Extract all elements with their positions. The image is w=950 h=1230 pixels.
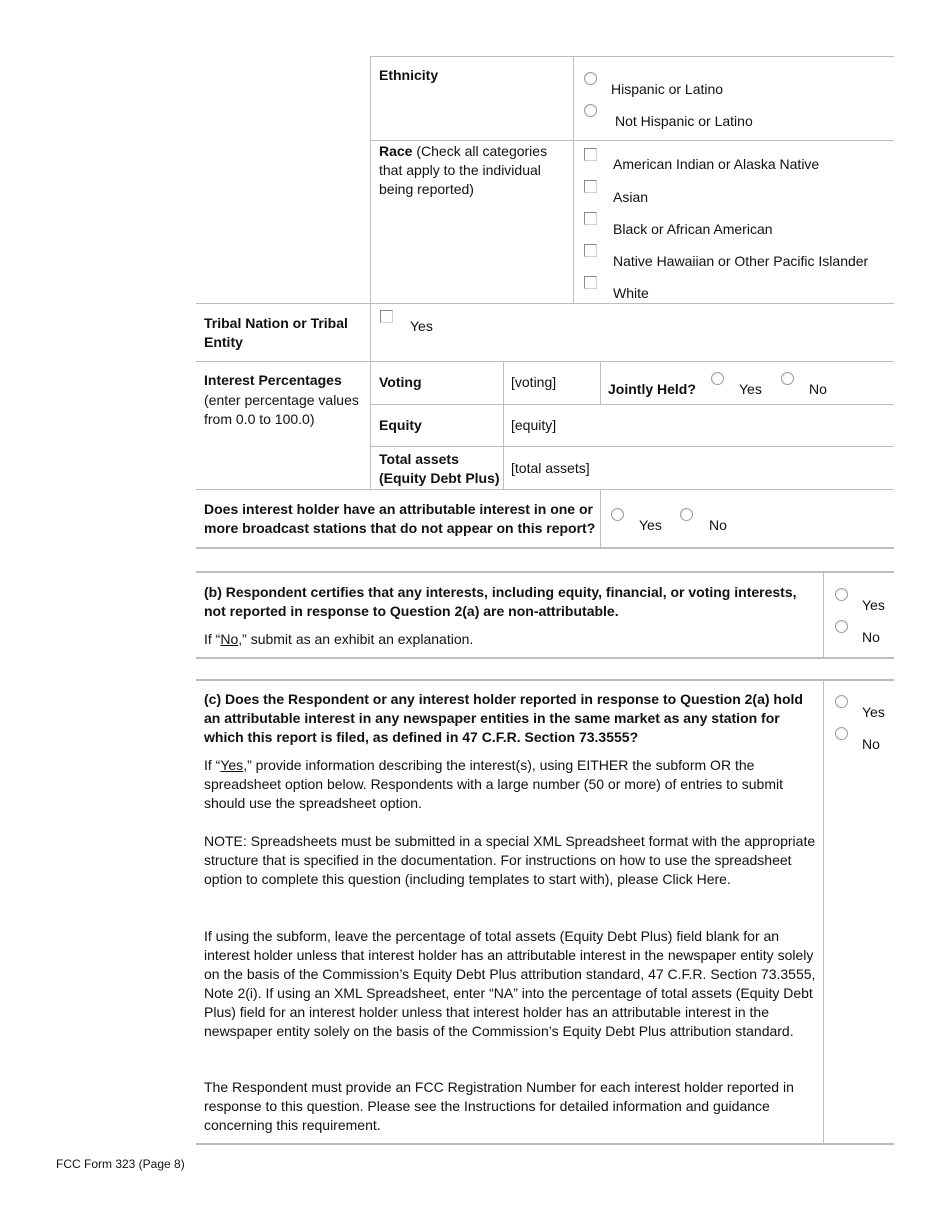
ethnicity-divider <box>573 56 574 304</box>
race-option-pacific-islander: Native Hawaiian or Other Pacific Islander <box>613 253 869 269</box>
race-american-indian-checkbox[interactable] <box>584 148 597 161</box>
section-c-p1-yes: Yes <box>220 757 244 773</box>
race-pacific-islander-checkbox[interactable] <box>584 244 597 257</box>
section-b-no-label: No <box>862 629 880 645</box>
section-c-bottom-border <box>196 1143 894 1145</box>
section-c-no-label: No <box>862 736 880 752</box>
section-c-divider <box>823 679 824 1144</box>
interest-stations-divider <box>196 489 894 490</box>
ethnicity-race-divider <box>370 140 894 141</box>
section-b-bottom-border <box>196 657 894 659</box>
interest-value-divider <box>503 361 504 490</box>
section-c-no-radio[interactable] <box>835 727 848 740</box>
interest-label: Interest Percentages <box>204 372 342 388</box>
race-label-rest: (Check all categories that apply to the individual being reported) <box>379 143 548 197</box>
total-assets-label: Total assets (Equity Debt Plus) <box>379 451 500 486</box>
total-assets-field[interactable]: [total assets] <box>511 460 590 476</box>
race-option-american-indian: American Indian or Alaska Native <box>613 156 820 172</box>
voting-equity-divider <box>370 404 894 405</box>
not-hispanic-option-label: Not Hispanic or Latino <box>615 113 753 129</box>
page-footer: FCC Form 323 (Page 8) <box>56 1157 185 1171</box>
other-stations-yes-radio[interactable] <box>611 508 624 521</box>
jointly-yes-label: Yes <box>739 381 762 397</box>
not-hispanic-radio[interactable] <box>584 104 597 117</box>
section-b-divider <box>823 571 824 658</box>
voting-field[interactable]: [voting] <box>511 374 557 390</box>
section-c-yes-label: Yes <box>862 704 885 720</box>
section-c-paragraph-4: The Respondent must provide an FCC Registration Number for each interest holder reported in response to this question. Please see the Instructions for detailed information and guidance concerning this requirement. <box>204 1079 794 1133</box>
section-c-p1-prefix: If “ <box>204 757 221 773</box>
jointly-yes-radio[interactable] <box>711 372 724 385</box>
section-b-question: (b) Respondent certifies that any interests, including equity, financial, or voting interests, not reported in response to Question 2(a) are non-attributable. <box>204 584 797 619</box>
race-option-asian: Asian <box>613 189 649 205</box>
hispanic-option-label: Hispanic or Latino <box>611 81 724 97</box>
jointly-divider <box>600 361 601 404</box>
section-b-note-suffix: ,” submit as an exhibit an explanation. <box>238 631 474 647</box>
race-label <box>379 142 564 199</box>
stations-bottom-border <box>196 547 894 549</box>
section-c-paragraph-2: NOTE: Spreadsheets must be submitted in a special XML Spreadsheet format with the appropriate structure that is specified in the documentation. For instructions on how to use the spreadsheet option to complete this question (including templates to start with), please Click Here. <box>204 833 816 887</box>
section-b-note-no: No <box>220 631 239 647</box>
other-stations-no-radio[interactable] <box>680 508 693 521</box>
section-c-paragraph-1 <box>204 756 818 813</box>
race-asian-checkbox[interactable] <box>584 180 597 193</box>
equity-total-divider <box>370 446 894 447</box>
section-b-note-prefix: If “ <box>204 631 221 647</box>
race-white-checkbox[interactable] <box>584 276 597 289</box>
other-stations-question: Does interest holder have an attributable interest in one or more broadcast stations that do not appear on this report? <box>204 501 596 536</box>
ethnicity-label: Ethnicity <box>379 67 439 83</box>
race-tribal-divider <box>196 303 894 304</box>
voting-label: Voting <box>379 374 422 390</box>
tribal-yes-checkbox[interactable] <box>380 310 393 323</box>
stations-divider <box>600 489 601 548</box>
section-c-paragraph-3: If using the subform, leave the percentage of total assets (Equity Debt Plus) field blank for an interest holder unless that interest holder has an attributable interest in the newspaper entity solely on the basis of the Commission’s Equity Debt Plus attribution standard, 47 C.F.R. Section 73.3555, Note 2(i). If using an XML Spreadsheet, enter “NA” into the percentage of total assets (Equity Debt Plus) field for an interest holder unless that interest holder has an attributable interest in the newspaper entity solely on the basis of the Commission’s Equity Debt Plus attribution standard. <box>204 928 816 1039</box>
interest-hint: (enter percentage values from 0.0 to 100.0) <box>204 392 359 427</box>
race-label-bold: Race <box>379 143 413 159</box>
section-b-no-radio[interactable] <box>835 620 848 633</box>
other-stations-yes-label: Yes <box>639 517 662 533</box>
race-option-white: White <box>613 285 649 301</box>
hispanic-radio[interactable] <box>584 72 597 85</box>
section-c-question: (c) Does the Respondent or any interest holder reported in response to Question 2(a) hold an attributable interest in any newspaper entities in the same market as any station for which this report is filed, as defined in 47 C.F.R. Section 73.3555? <box>204 691 803 745</box>
tribal-interest-divider <box>196 361 894 362</box>
section-b-yes-radio[interactable] <box>835 588 848 601</box>
section-b-note <box>204 631 473 647</box>
section-c-yes-radio[interactable] <box>835 695 848 708</box>
left-column-divider <box>370 303 371 490</box>
tribal-label: Tribal Nation or Tribal Entity <box>204 315 348 350</box>
ethnicity-left-border <box>370 56 371 304</box>
jointly-no-label: No <box>809 381 827 397</box>
section-b-top-border <box>196 571 894 573</box>
section-c-top-border <box>196 679 894 681</box>
table-top-border <box>370 56 894 57</box>
jointly-held-label: Jointly Held? <box>608 381 696 397</box>
race-black-checkbox[interactable] <box>584 212 597 225</box>
section-b-yes-label: Yes <box>862 597 885 613</box>
section-c-p1-suffix: ,” provide information describing the interest(s), using EITHER the subform OR the spreadsheet option below. Respondents with a large number (50 or more) of entries to submit should use the spreadsheet option. <box>204 757 783 811</box>
equity-label: Equity <box>379 417 422 433</box>
tribal-yes-label: Yes <box>410 318 433 334</box>
equity-field[interactable]: [equity] <box>511 417 557 433</box>
race-option-black: Black or African American <box>613 221 773 237</box>
other-stations-no-label: No <box>709 517 727 533</box>
jointly-no-radio[interactable] <box>781 372 794 385</box>
